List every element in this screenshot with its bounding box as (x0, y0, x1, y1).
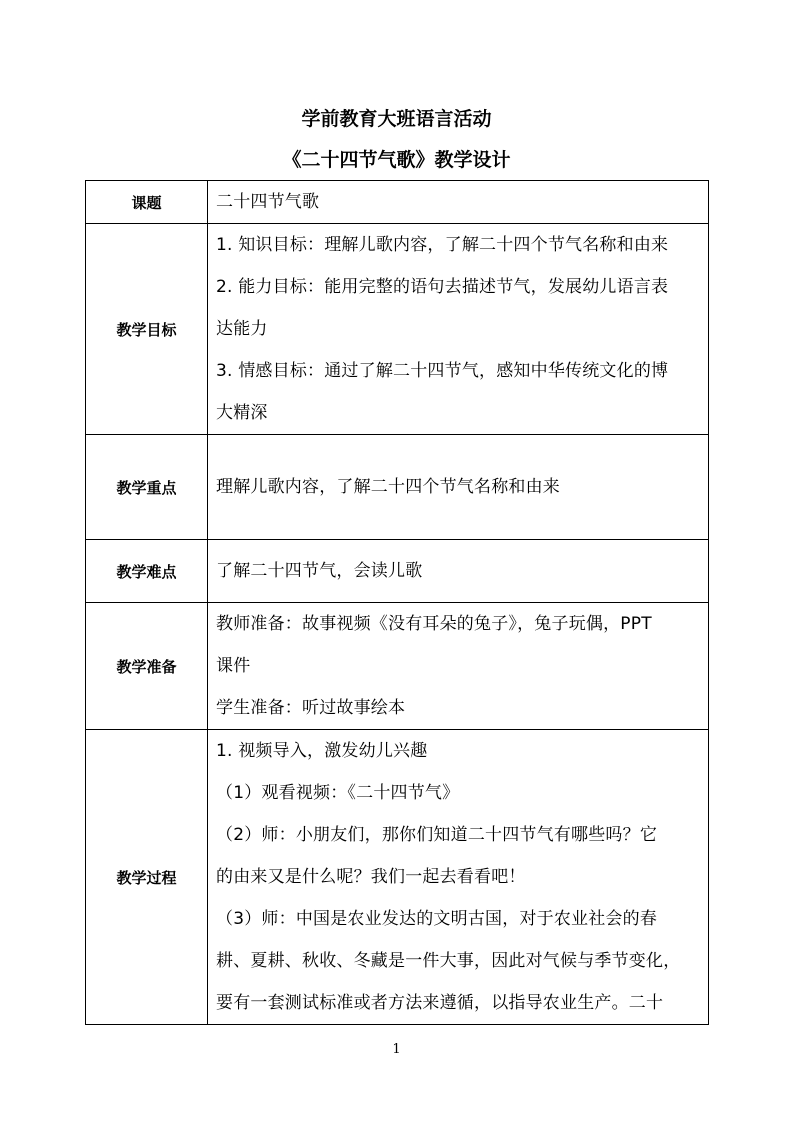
document-title: 学前教育大班语言活动 (301, 108, 492, 130)
content-line: 2. 能力目标：能用完整的语句去描述节气，发展幼儿语言表 (216, 277, 669, 297)
table-row-key-points (86, 435, 709, 540)
table-row-objectives (86, 224, 709, 435)
table-row-process (86, 730, 709, 1025)
content-line: 了解二十四节气，会读儿歌 (216, 561, 423, 581)
row-content-objectives (208, 224, 709, 435)
content-line: 学生准备：听过故事绘本 (216, 698, 406, 718)
content-line: 教师准备：故事视频《没有耳朵的兔子》，兔子玩偶，PPT (216, 614, 652, 634)
row-label-objectives: 教学目标 (86, 224, 208, 435)
row-label-key-points: 教学重点 (86, 435, 208, 540)
row-content-topic (208, 181, 709, 224)
table-row-topic (86, 181, 709, 224)
content-line: 大精深 (216, 403, 268, 423)
content-line: （1）观看视频：《二十四节气》 (216, 783, 460, 803)
row-label-preparation: 教学准备 (86, 603, 208, 730)
content-line: 1. 知识目标：理解儿歌内容，了解二十四个节气名称和由来 (216, 235, 669, 255)
content-line: 耕、夏耕、秋收、冬藏是一件大事，因此对气候与季节变化， (216, 951, 681, 971)
page-number: 1 (392, 1042, 401, 1057)
content-line: 要有一套测试标准或者方法来遵循，以指导农业生产。二十 (216, 993, 664, 1013)
lesson-plan-table (85, 180, 709, 1025)
content-line: 达能力 (216, 319, 268, 339)
row-content-preparation (208, 603, 709, 730)
content-line: （3）师：中国是农业发达的文明古国，对于农业社会的春 (216, 909, 658, 929)
row-content-process (208, 730, 709, 1025)
row-label-difficulties: 教学难点 (86, 540, 208, 603)
document-subtitle: 《二十四节气歌》教学设计 (282, 149, 511, 171)
row-content-difficulties (208, 540, 709, 603)
row-label-process: 教学过程 (86, 730, 208, 1025)
row-label-topic: 课题 (86, 181, 208, 224)
content-line: 1. 视频导入，激发幼儿兴趣 (216, 741, 428, 761)
content-line: 理解儿歌内容，了解二十四个节气名称和由来 (216, 477, 560, 497)
table-row-preparation (86, 603, 709, 730)
table-row-difficulties (86, 540, 709, 603)
content-line: 二十四节气歌 (216, 192, 320, 212)
content-line: 课件 (216, 656, 251, 676)
row-content-key-points (208, 435, 709, 540)
content-line: 3. 情感目标：通过了解二十四节气，感知中华传统文化的博 (216, 361, 669, 381)
content-line: 的由来又是什么呢？我们一起去看看吧！ (216, 867, 526, 887)
content-line: （2）师：小朋友们，那你们知道二十四节气有哪些吗？它 (216, 825, 658, 845)
